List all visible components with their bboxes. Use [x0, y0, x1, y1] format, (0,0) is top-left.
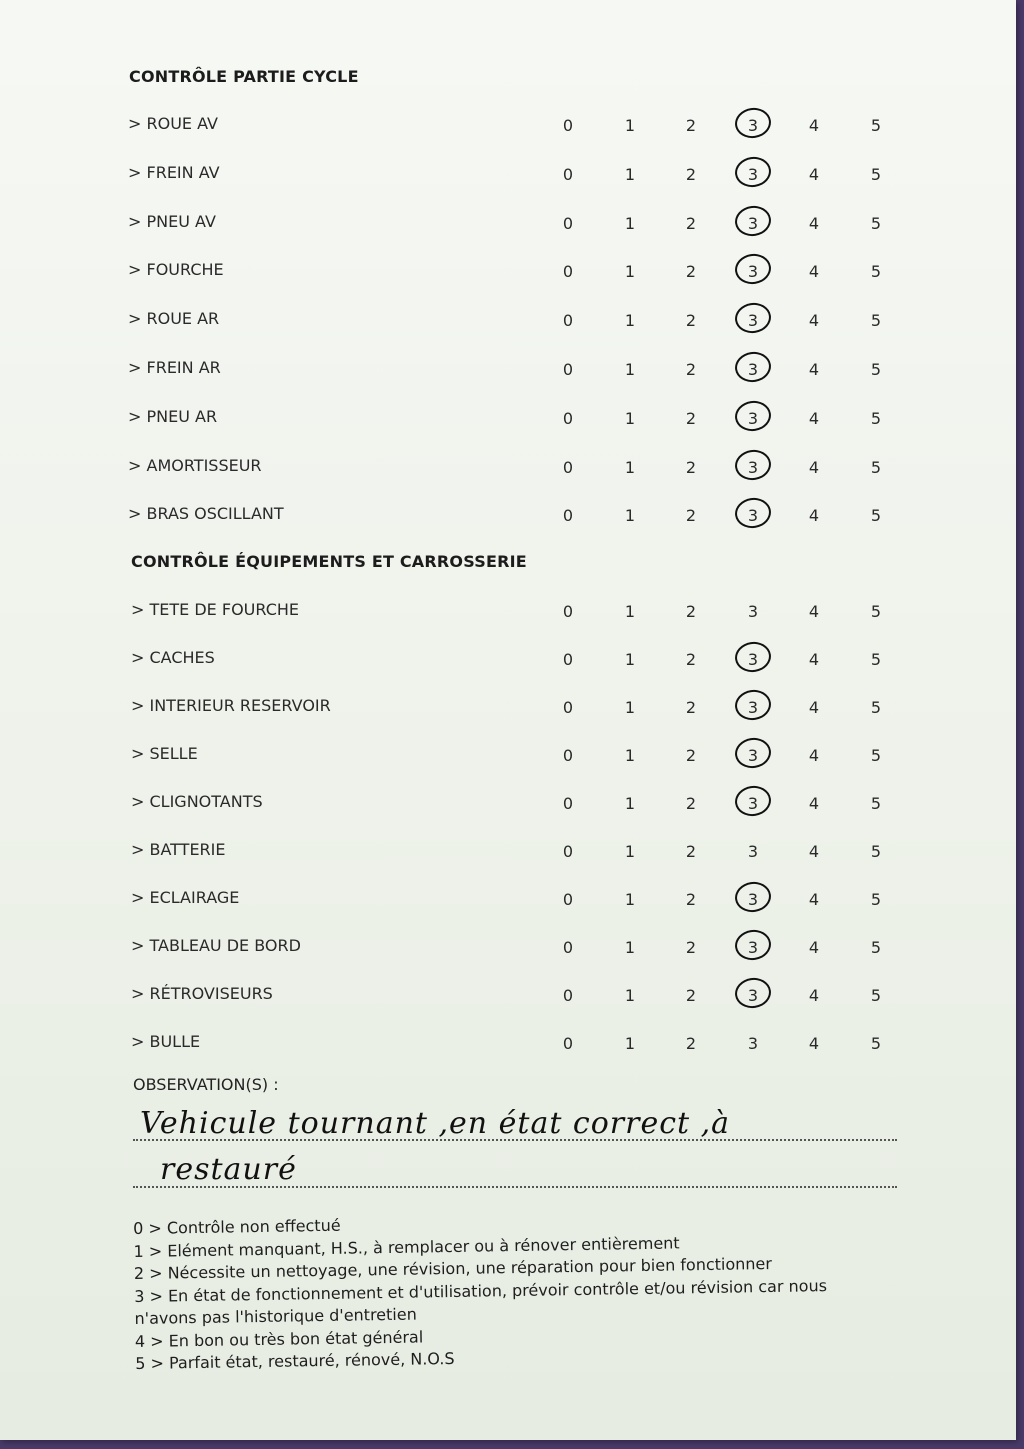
checklist-row	[128, 696, 888, 720]
rating-option-4[interactable]: 4	[808, 311, 820, 331]
rating-option-4[interactable]: 4	[808, 650, 820, 669]
rating-option-4[interactable]: 4	[808, 457, 820, 477]
rating-option-0[interactable]: 0	[562, 116, 574, 135]
rating-option-3[interactable]: 3	[747, 262, 759, 282]
rating-option-0[interactable]: 0	[562, 650, 574, 669]
rating-option-0[interactable]: 0	[562, 164, 574, 184]
rating-option-0[interactable]: 0	[562, 890, 574, 909]
rating-option-5[interactable]: 5	[870, 1034, 882, 1053]
rating-option-2[interactable]: 2	[685, 746, 697, 765]
rating-option-4[interactable]: 4	[808, 746, 820, 765]
rating-option-1[interactable]: 1	[624, 842, 636, 861]
selected-rating-circle	[733, 154, 773, 189]
legend-line: 1 > Elément manquant, H.S., à remplacer ou à rénover entièrement	[133, 1232, 680, 1261]
rating-option-3[interactable]: 3	[747, 890, 759, 909]
checklist-item-label: > INTERIEUR RESERVOIR	[131, 696, 331, 715]
rating-option-0[interactable]: 0	[562, 262, 574, 282]
legend-line: 3 > En état de fonctionnement et d'utilisation, prévoir contrôle et/ou révision car nous	[134, 1275, 828, 1306]
rating-option-2[interactable]: 2	[685, 164, 697, 184]
selected-rating-circle	[733, 880, 773, 915]
checklist-row	[128, 309, 888, 333]
rating-option-0[interactable]: 0	[562, 986, 574, 1005]
rating-option-4[interactable]: 4	[808, 842, 820, 861]
rating-option-1[interactable]: 1	[624, 116, 636, 135]
rating-option-3[interactable]: 3	[747, 116, 759, 135]
rating-option-3[interactable]: 3	[747, 213, 759, 233]
legend-line: 4 > En bon ou très bon état général	[134, 1326, 424, 1351]
legend-line: 5 > Parfait état, restauré, rénové, N.O.S	[135, 1348, 455, 1373]
rating-option-2[interactable]: 2	[685, 311, 697, 331]
rating-option-1[interactable]: 1	[624, 746, 636, 765]
observation-handwriting-line-2: restauré	[160, 1152, 297, 1187]
rating-option-1[interactable]: 1	[624, 1034, 636, 1053]
section-title-cycle: CONTRÔLE PARTIE CYCLE	[129, 67, 359, 86]
checklist-item-label: > CLIGNOTANTS	[131, 792, 263, 811]
rating-option-5[interactable]: 5	[870, 213, 882, 233]
rating-option-3[interactable]: 3	[747, 1034, 759, 1053]
selected-rating-circle	[733, 640, 773, 675]
rating-option-1[interactable]: 1	[624, 164, 636, 184]
rating-option-5[interactable]: 5	[870, 890, 882, 909]
selected-rating-circle	[733, 203, 773, 238]
checklist-item-label: > TABLEAU DE BORD	[131, 936, 301, 955]
rating-option-0[interactable]: 0	[562, 602, 574, 621]
rating-option-1[interactable]: 1	[624, 602, 636, 621]
rating-option-0[interactable]: 0	[562, 1034, 574, 1053]
rating-option-2[interactable]: 2	[685, 986, 697, 1005]
checklist-row	[128, 163, 888, 187]
checklist-item-label: > PNEU AR	[128, 406, 218, 426]
rating-option-1[interactable]: 1	[624, 986, 636, 1005]
checklist-item-label: > FREIN AV	[128, 162, 220, 182]
rating-option-2[interactable]: 2	[685, 262, 697, 282]
selected-rating-circle	[733, 784, 773, 819]
rating-option-5[interactable]: 5	[870, 116, 882, 135]
rating-option-0[interactable]: 0	[562, 311, 574, 331]
observations-label: OBSERVATION(S) :	[133, 1075, 279, 1094]
rating-option-5[interactable]: 5	[870, 360, 882, 379]
rating-option-2[interactable]: 2	[685, 213, 697, 233]
rating-option-1[interactable]: 1	[624, 262, 636, 282]
rating-option-4[interactable]: 4	[808, 938, 820, 957]
rating-option-1[interactable]: 1	[624, 408, 636, 428]
rating-option-0[interactable]: 0	[562, 746, 574, 765]
rating-option-4[interactable]: 4	[808, 890, 820, 909]
rating-option-4[interactable]: 4	[808, 213, 820, 233]
rating-option-0[interactable]: 0	[562, 457, 574, 477]
checklist-item-label: > PNEU AV	[128, 211, 216, 231]
checklist-row	[128, 358, 888, 382]
checklist-item-label: > BRAS OSCILLANT	[128, 504, 284, 524]
rating-option-5[interactable]: 5	[870, 311, 882, 331]
checklist-row	[128, 936, 888, 960]
checklist-item-label: > TETE DE FOURCHE	[131, 600, 299, 619]
rating-option-2[interactable]: 2	[685, 506, 697, 526]
rating-option-5[interactable]: 5	[870, 986, 882, 1005]
checklist-item-label: > CACHES	[131, 648, 215, 667]
checklist-item-label: > ROUE AR	[128, 309, 220, 329]
rating-option-2[interactable]: 2	[685, 360, 697, 379]
rating-option-5[interactable]: 5	[870, 746, 882, 765]
rating-option-2[interactable]: 2	[685, 408, 697, 428]
observation-line-2	[133, 1186, 897, 1188]
legend-line: 2 > Nécessite un nettoyage, une révision, une réparation pour bien fonctionner	[133, 1253, 773, 1283]
rating-option-3[interactable]: 3	[747, 698, 759, 717]
observation-handwriting-line-1: Vehicule tournant ,en état correct ,à	[140, 1106, 731, 1141]
selected-rating-circle	[733, 736, 773, 771]
rating-option-0[interactable]: 0	[562, 506, 574, 526]
rating-option-1[interactable]: 1	[624, 650, 636, 669]
rating-option-4[interactable]: 4	[808, 986, 820, 1005]
rating-option-0[interactable]: 0	[562, 360, 574, 379]
checklist-row	[128, 648, 888, 672]
rating-option-4[interactable]: 4	[808, 408, 820, 428]
checklist-row	[128, 600, 888, 624]
rating-option-1[interactable]: 1	[624, 794, 636, 813]
rating-option-5[interactable]: 5	[870, 650, 882, 669]
selected-rating-circle	[733, 496, 773, 531]
checklist-row	[128, 260, 888, 284]
checklist-row	[128, 840, 888, 864]
checklist-row	[128, 212, 888, 236]
checklist-item-label: > ECLAIRAGE	[131, 888, 240, 907]
selected-rating-circle	[733, 106, 773, 141]
rating-option-4[interactable]: 4	[808, 794, 820, 813]
checklist-row	[128, 504, 888, 528]
checklist-row	[128, 407, 888, 431]
checklist-item-label: > AMORTISSEUR	[128, 455, 262, 475]
rating-option-3[interactable]: 3	[747, 506, 759, 526]
rating-option-2[interactable]: 2	[685, 1034, 697, 1053]
rating-option-4[interactable]: 4	[808, 698, 820, 717]
rating-option-4[interactable]: 4	[808, 360, 820, 379]
checklist-row	[128, 744, 888, 768]
rating-option-2[interactable]: 2	[685, 890, 697, 909]
rating-option-3[interactable]: 3	[747, 986, 759, 1005]
rating-option-0[interactable]: 0	[562, 794, 574, 813]
selected-rating-circle	[733, 398, 773, 433]
rating-option-4[interactable]: 4	[808, 116, 820, 135]
rating-option-0[interactable]: 0	[562, 213, 574, 233]
rating-option-1[interactable]: 1	[624, 213, 636, 233]
rating-option-4[interactable]: 4	[808, 506, 820, 526]
selected-rating-circle	[733, 301, 773, 336]
rating-option-0[interactable]: 0	[562, 408, 574, 428]
rating-option-1[interactable]: 1	[624, 938, 636, 957]
rating-option-2[interactable]: 2	[685, 842, 697, 861]
selected-rating-circle	[733, 447, 773, 482]
rating-option-5[interactable]: 5	[870, 602, 882, 621]
rating-option-2[interactable]: 2	[685, 650, 697, 669]
rating-option-5[interactable]: 5	[870, 938, 882, 957]
checklist-row	[128, 1032, 888, 1056]
rating-option-3[interactable]: 3	[747, 408, 759, 428]
checklist-item-label: > BULLE	[131, 1032, 201, 1051]
rating-option-3[interactable]: 3	[747, 164, 759, 184]
rating-option-3[interactable]: 3	[747, 311, 759, 331]
rating-option-3[interactable]: 3	[747, 650, 759, 669]
checklist-row	[128, 456, 888, 480]
rating-option-5[interactable]: 5	[870, 262, 882, 282]
checklist-row	[128, 888, 888, 912]
selected-rating-circle	[733, 976, 773, 1011]
rating-option-0[interactable]: 0	[562, 842, 574, 861]
rating-option-5[interactable]: 5	[870, 457, 882, 477]
observation-line-1	[133, 1139, 897, 1141]
rating-option-3[interactable]: 3	[747, 457, 759, 477]
legend-line: 0 > Contrôle non effectué	[133, 1215, 341, 1238]
rating-option-2[interactable]: 2	[685, 116, 697, 135]
checklist-item-label: > FREIN AR	[128, 358, 221, 377]
rating-option-0[interactable]: 0	[562, 938, 574, 957]
rating-option-5[interactable]: 5	[870, 698, 882, 717]
rating-option-5[interactable]: 5	[870, 164, 882, 184]
section-title-equipment: CONTRÔLE ÉQUIPEMENTS ET CARROSSERIE	[131, 552, 527, 571]
rating-option-1[interactable]: 1	[624, 457, 636, 477]
rating-option-1[interactable]: 1	[624, 506, 636, 526]
selected-rating-circle	[733, 350, 773, 385]
rating-option-4[interactable]: 4	[808, 262, 820, 282]
checklist-row	[128, 114, 888, 138]
selected-rating-circle	[733, 252, 773, 287]
legend-line: n'avons pas l'historique d'entretien	[134, 1304, 417, 1328]
checklist-item-label: > SELLE	[131, 744, 198, 763]
rating-option-4[interactable]: 4	[808, 1034, 820, 1053]
checklist-item-label: > ROUE AV	[128, 114, 218, 133]
rating-option-2[interactable]: 2	[685, 938, 697, 957]
rating-option-5[interactable]: 5	[870, 794, 882, 813]
rating-option-3[interactable]: 3	[747, 938, 759, 957]
rating-option-2[interactable]: 2	[685, 794, 697, 813]
rating-option-5[interactable]: 5	[870, 506, 882, 526]
rating-option-5[interactable]: 5	[870, 408, 882, 428]
selected-rating-circle	[733, 928, 773, 963]
rating-option-1[interactable]: 1	[624, 890, 636, 909]
selected-rating-circle	[733, 688, 773, 723]
checklist-item-label: > FOURCHE	[128, 260, 224, 280]
checklist-item-label: > RÉTROVISEURS	[131, 984, 273, 1003]
rating-option-0[interactable]: 0	[562, 698, 574, 717]
rating-option-4[interactable]: 4	[808, 602, 820, 621]
checklist-item-label: > BATTERIE	[131, 840, 226, 859]
rating-option-2[interactable]: 2	[685, 698, 697, 717]
checklist-row	[128, 792, 888, 816]
rating-option-4[interactable]: 4	[808, 164, 820, 184]
rating-option-3[interactable]: 3	[747, 746, 759, 765]
rating-option-3[interactable]: 3	[747, 794, 759, 813]
rating-option-3[interactable]: 3	[747, 602, 759, 621]
rating-option-3[interactable]: 3	[747, 842, 759, 861]
rating-legend	[133, 1206, 895, 1375]
rating-option-1[interactable]: 1	[624, 311, 636, 331]
rating-option-2[interactable]: 2	[685, 457, 697, 477]
rating-option-2[interactable]: 2	[685, 602, 697, 621]
rating-option-5[interactable]: 5	[870, 842, 882, 861]
rating-option-1[interactable]: 1	[624, 698, 636, 717]
checklist-row	[128, 984, 888, 1008]
rating-option-1[interactable]: 1	[624, 360, 636, 379]
rating-option-3[interactable]: 3	[747, 360, 759, 379]
